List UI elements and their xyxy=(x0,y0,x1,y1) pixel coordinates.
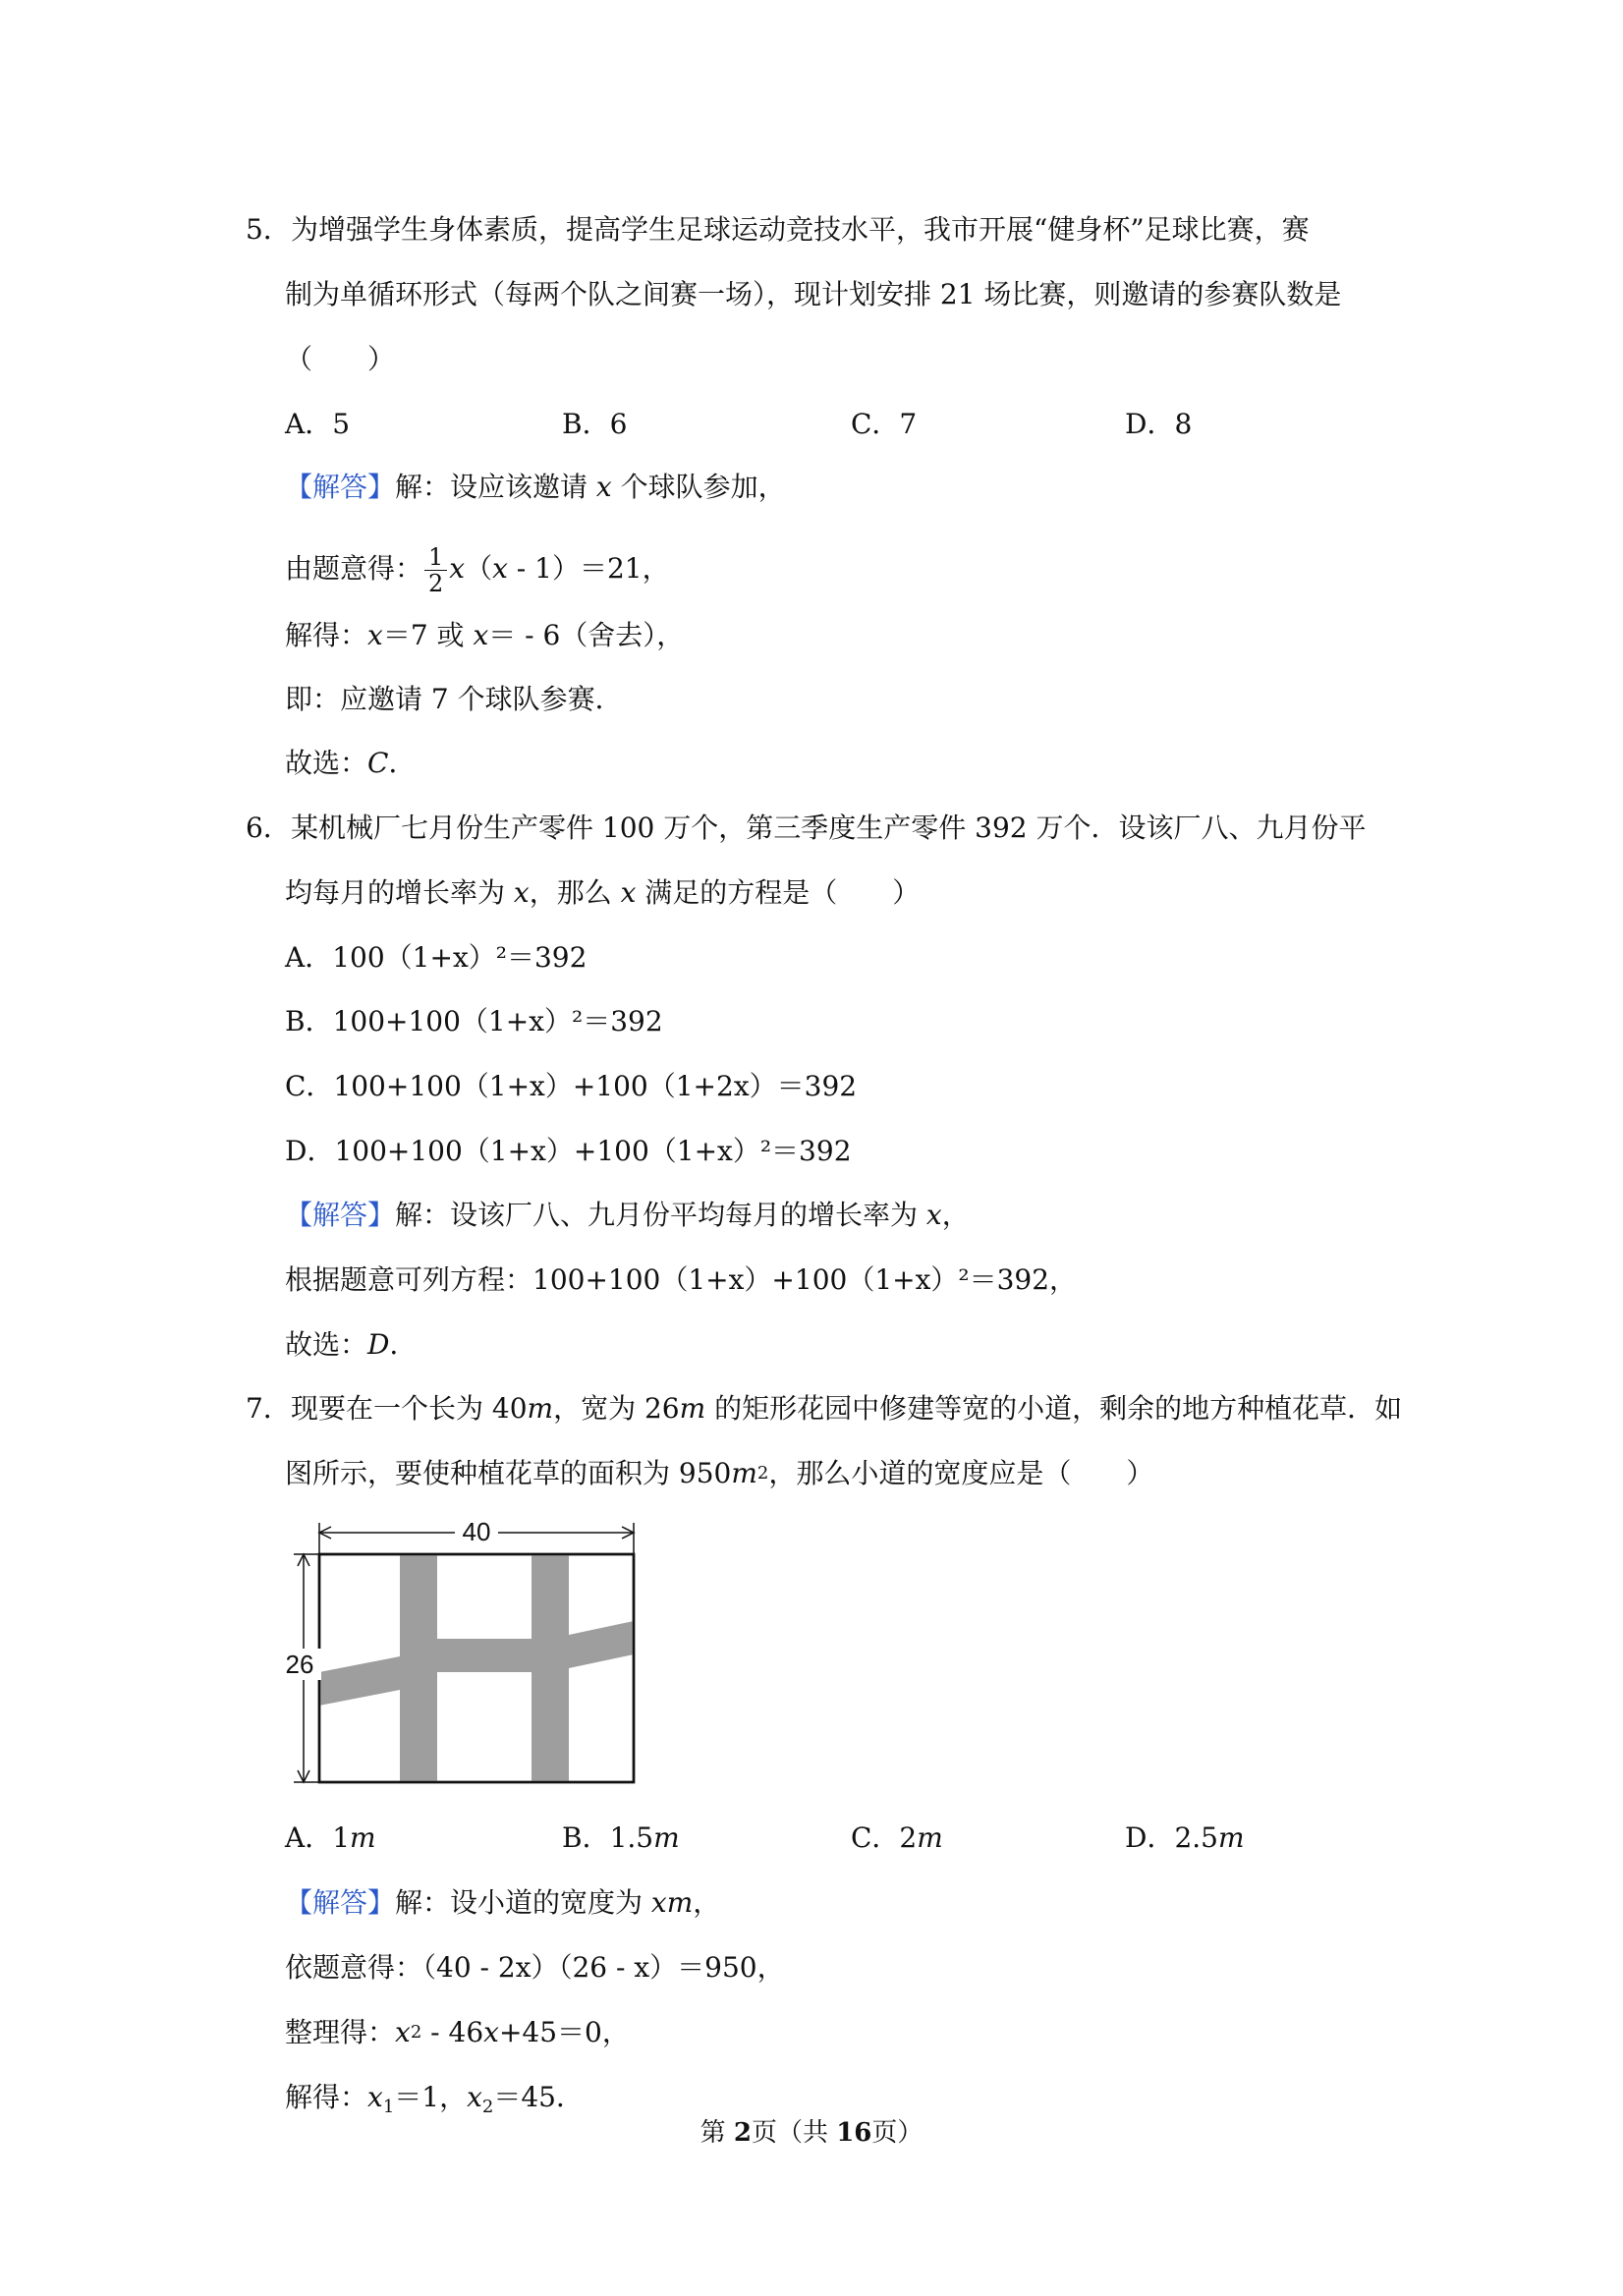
height-label: 26 xyxy=(285,1650,314,1679)
q7-option-d: D．2.5m xyxy=(1125,1821,1245,1854)
q5-stem-line1: 为增强学生身体素质，提高学生足球运动竞技水平，我市开展“健身杯”足球比赛，赛 xyxy=(291,213,1310,246)
q5-solution-line5: 故选：C． xyxy=(285,747,417,779)
q5-option-c: C．7 xyxy=(851,408,918,440)
q7-number: 7． xyxy=(246,1392,291,1425)
q7-solution-line2: 依题意得：（40 - 2x）（26 - x）＝950， xyxy=(285,1951,785,1984)
q7-solution-line1: 【解答】解：设小道的宽度为 xm， xyxy=(285,1886,721,1919)
q5-stem-line2: 制为单循环形式（每两个队之间赛一场），现计划安排 21 场比赛，则邀请的参赛队数是 xyxy=(285,278,1342,310)
q7-stem-line2: 图所示，要使种植花草的面积为 $950m^2$，那么小道的宽度应是（ ） xyxy=(285,1457,1154,1489)
q5-number: 5． xyxy=(246,213,291,246)
q7-option-c: C．2m xyxy=(851,1821,943,1854)
width-label: 40 xyxy=(462,1517,491,1546)
q5-stem-line3: （ ） xyxy=(285,343,396,375)
q6-solution-line2: 根据题意可列方程：100+100（1+x）+100（1+x）²＝392， xyxy=(285,1263,1078,1296)
total-pages: 16 xyxy=(836,2118,872,2148)
q5-option-a: A．5 xyxy=(285,408,351,440)
q7-answer-tag: 【解答】 xyxy=(285,1886,396,1919)
q5-solution-line3: 解得：x＝7 或 x＝ - 6（舍去）， xyxy=(285,619,685,651)
one-half-fraction: $\frac{1}{2}$ xyxy=(424,544,447,596)
q6-option-d: D．100+100（1+x）+100（1+x）²＝392 xyxy=(285,1135,852,1167)
q7-option-b: B．1.5m xyxy=(562,1821,680,1854)
q6-answer-tag: 【解答】 xyxy=(285,1199,396,1231)
vertical-path-right xyxy=(532,1554,569,1782)
page-footer: 第 2页（共 16页） xyxy=(700,2118,923,2148)
q7-solution-line3: 整理得：$x^2 - 46x+45=0$， xyxy=(285,2016,630,2048)
q7-solution-line4: 解得：$x_1=1$，$x_2=45$． xyxy=(285,2081,584,2117)
q6-solution-line3: 故选：D． xyxy=(285,1328,418,1361)
page-number: 2 xyxy=(733,2118,752,2148)
vertical-path-left xyxy=(400,1554,437,1782)
q5-option-d: D．8 xyxy=(1125,408,1193,440)
q5-solution-line2: 由题意得： $\frac{1}{2}$ x（x - 1）＝21， xyxy=(285,543,670,597)
middle-path xyxy=(437,1639,532,1672)
q7-stem-line1: 现要在一个长为 40m，宽为 26m 的矩形花园中修建等宽的小道，剩余的地方种植花草．如 xyxy=(291,1392,1403,1425)
q5-solution-line4: 即：应邀请 7 个球队参赛． xyxy=(285,683,623,715)
q7-option-a: A．1m xyxy=(285,1821,376,1854)
q5-solution-line1: 【解答】解：设应该邀请 x 个球队参加， xyxy=(285,471,786,503)
q5-answer-tag: 【解答】 xyxy=(285,471,396,503)
q6-stem-line2: 均每月的增长率为 x，那么 x 满足的方程是（ ） xyxy=(285,876,921,909)
q6-solution-line1: 【解答】解：设该厂八、九月份平均每月的增长率为 x， xyxy=(285,1199,970,1231)
q6-number: 6． xyxy=(246,812,291,844)
q6-option-b: B．100+100（1+x）²＝392 xyxy=(285,1005,663,1037)
q6-stem-line1: 某机械厂七月份生产零件 100 万个，第三季度生产零件 392 万个．设该厂八、九月份平 xyxy=(291,812,1367,844)
garden-path-figure xyxy=(280,1513,644,1798)
q6-option-a: A．100（1+x）²＝392 xyxy=(285,941,588,974)
q5-option-b: B．6 xyxy=(562,408,628,440)
q6-option-c: C．100+100（1+x）+100（1+2x）＝392 xyxy=(285,1070,858,1102)
